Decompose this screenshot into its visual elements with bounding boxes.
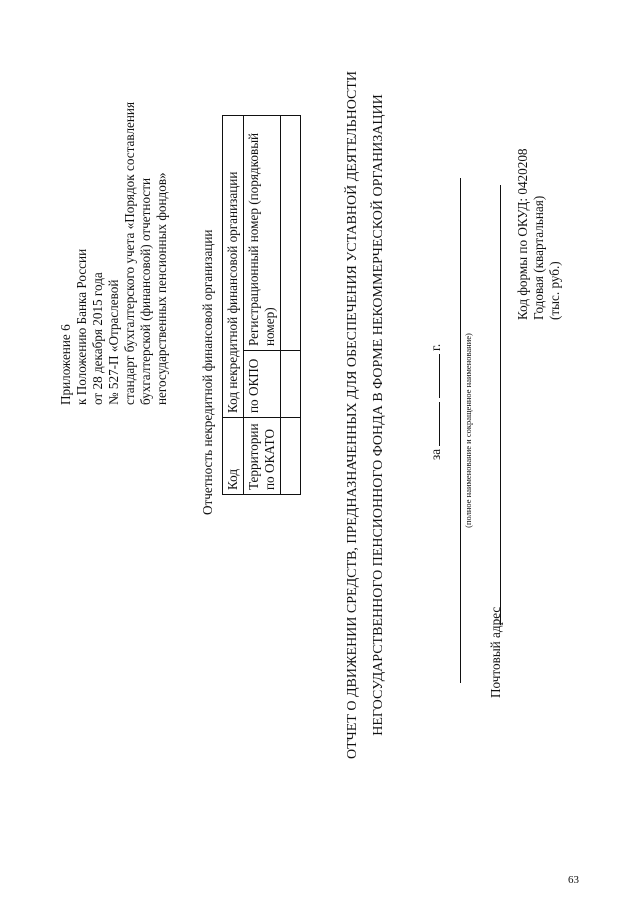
organization-name-line [460,178,461,683]
okpo-value-cell [281,351,301,418]
page-number: 63 [568,874,579,886]
period-suffix: г. [428,343,443,352]
report-title: ОТЧЕТ О ДВИЖЕНИИ СРЕДСТВ, ПРЕДНАЗНАЧЕННЫХ ДЛЯ ОБЕСПЕЧЕНИЯ УСТАВНОЙ ДЕЯТЕЛЬНОСТИ НЕГОСУДАРСТВЕННОГО ПЕНСИОННОГО ФОНДА В ФОРМЕ НЕКОММЕРЧЕСКОЙ ОРГАНИЗАЦИИ [345,71,386,759]
period-blank [427,354,440,398]
form-info-line: Код формы по ОКУД: 0420208 [515,148,530,320]
territory-value-cell [281,418,301,495]
form-info [515,148,563,320]
appendix-line: Приложение 6 [58,324,73,405]
postal-address-label: Почтовый адрес [488,606,503,698]
appendix-line: негосударственных пенсионных фондов» [154,172,169,405]
reg-number-cell: Регистрационный номер (порядковый номер) [244,116,281,351]
form-info-line: (тыс. руб.) [547,261,562,320]
appendix-line: бухгалтерской (финансовой) отчетности [138,177,153,405]
period-line [427,344,444,460]
appendix-line: стандарт бухгалтерского учета «Порядок составления [122,101,137,405]
codes-table [222,115,301,495]
appendix-line: к Положению Банка России [74,248,89,405]
postal-address-line [500,185,501,625]
org-code-header-cell: Код некредитной финансовой организации [223,116,244,418]
reporting-caption: Отчетность некредитной финансовой организации [200,229,215,515]
appendix-header [58,45,170,405]
appendix-line: от 28 декабря 2015 года [90,272,105,405]
code-header-cell: Код [223,418,244,495]
territory-okato-cell: Территории по ОКАТО [244,418,281,495]
organization-name-caption: (полное наименование и сокращенное наименование) [463,333,473,528]
okpo-cell: по ОКПО [244,351,281,418]
reg-number-value-cell [281,116,301,351]
appendix-line: № 527-П «Отраслевой [106,279,121,405]
period-prefix: за [428,448,443,460]
period-blank [427,402,440,446]
form-info-line: Годовая (квартальная) [531,195,546,320]
